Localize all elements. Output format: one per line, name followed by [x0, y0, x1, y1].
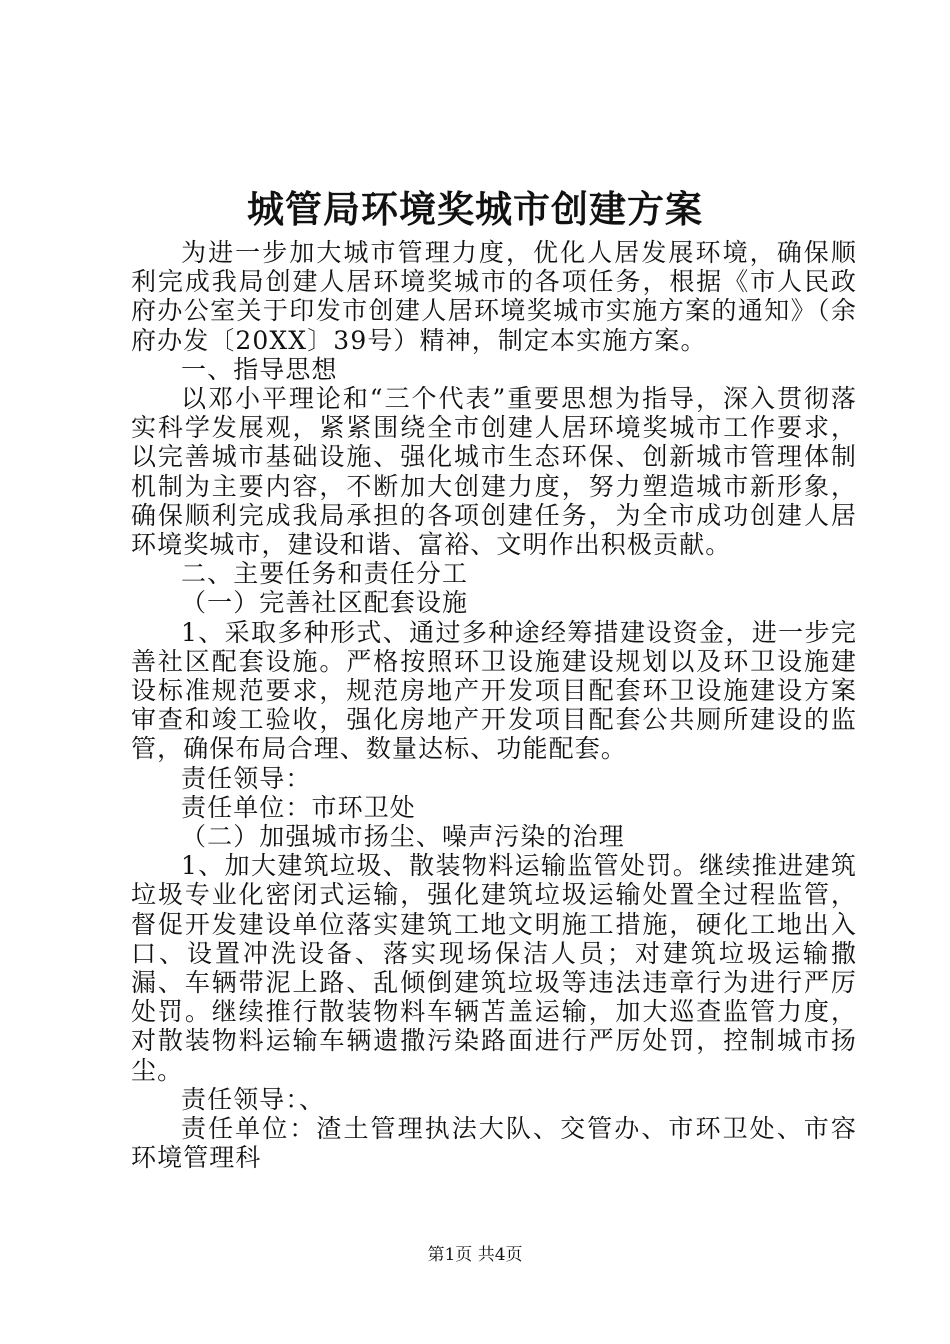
guiding-ideology-paragraph: 以邓小平理论和“三个代表”重要思想为指导，深入贯彻落实科学发展观，紧紧围绕全市创建人居环境奖城市工作要求，以完善城市基础设施、强化城市生态环保、创新城市管理体制机制为主要内容，不断加大创建力度，努力塑造城市新形象，确保顺利完成我局承担的各项创建任务，为全市成功创建人居环境奖城市，建设和谐、富裕、文明作出积极贡献。: [131, 384, 857, 560]
dust-noise-paragraph: 1、加大建筑垃圾、散装物料运输监管处罚。继续推进建筑垃圾专业化密闭式运输，强化建筑垃圾运输处置全过程监管，督促开发建设单位落实建筑工地文明施工措施，硬化工地出入口、设置冲洗设备、落实现场保洁人员；对建筑垃圾运输撒漏、车辆带泥上路、乱倾倒建筑垃圾等违法违章行为进行严厉处罚。继续推行散装物料车辆苫盖运输，加大巡查监管力度，对散装物料运输车辆遗撒污染路面进行严厉处罚，控制城市扬尘。: [131, 851, 857, 1085]
subsection-heading-dust-noise: （二）加强城市扬尘、噪声污染的治理: [181, 822, 625, 852]
document-body: [131, 238, 857, 1173]
responsible-unit-paragraph: 责任单位：渣土管理执法大队、交管办、市环卫处、市容环境管理科: [131, 1114, 857, 1173]
responsible-unit-line: 责任单位：市环卫处: [181, 792, 416, 822]
subsection-heading-community-facilities: （一）完善社区配套设施: [181, 588, 469, 618]
section-heading-guiding-ideology: 一、指导思想: [181, 354, 338, 384]
document-title: 城管局环境奖城市创建方案: [247, 187, 703, 231]
intro-paragraph: 为进一步加大城市管理力度，优化人居发展环境，确保顺利完成我局创建人居环境奖城市的各项任务，根据《市人民政府办公室关于印发市创建人居环境奖城市实施方案的通知》（余府办发〔20XX〕39号）精神，制定本实施方案。: [131, 238, 857, 355]
community-facilities-paragraph: 1、采取多种形式、通过多种途经筹措建设资金，进一步完善社区配套设施。严格按照环卫设施建设规划以及环卫设施建设标准规范要求，规范房地产开发项目配套环卫设施建设方案审查和竣工验收，强化房地产开发项目配套公共厕所建设的监管，确保布局合理、数量达标、功能配套。: [131, 617, 857, 764]
section-heading-main-tasks: 二、主要任务和责任分工: [181, 559, 469, 589]
responsible-leader-line: 责任领导：: [181, 763, 312, 793]
responsible-leader-line: 责任领导：、: [181, 1084, 326, 1114]
page-footer: 第1页 共4页: [427, 1245, 523, 1265]
